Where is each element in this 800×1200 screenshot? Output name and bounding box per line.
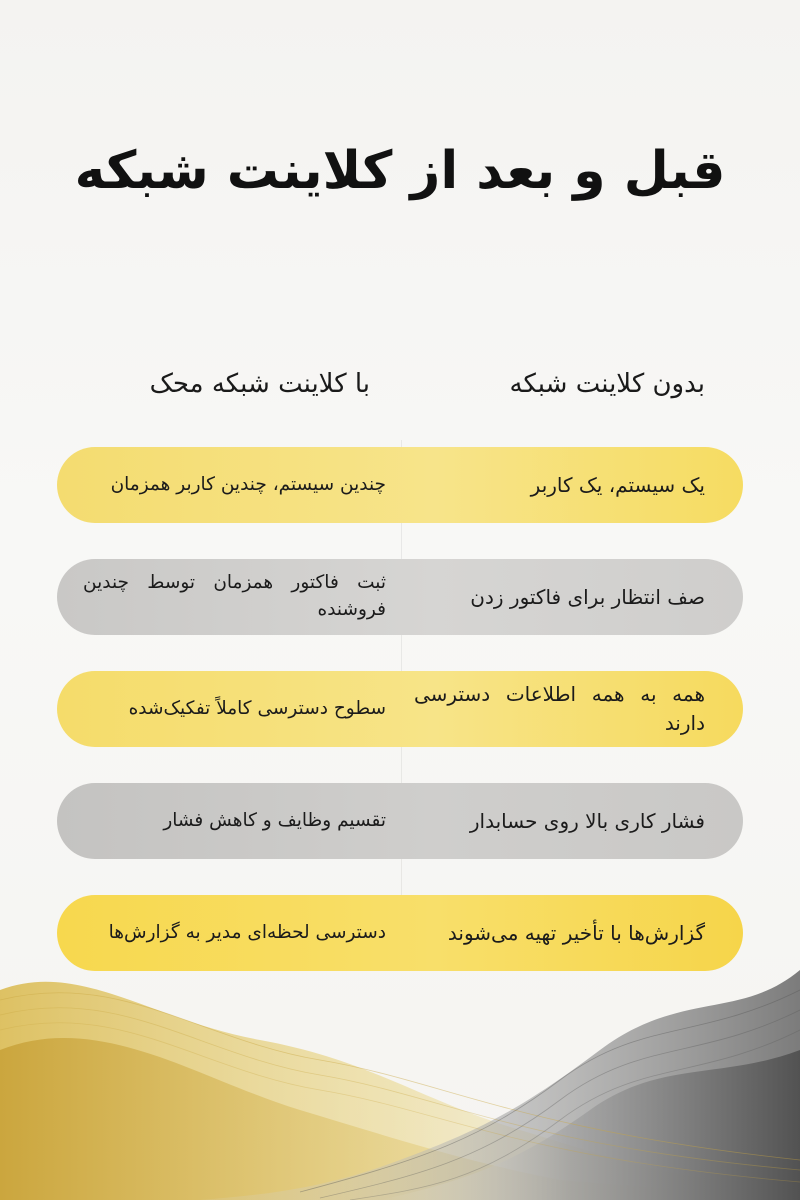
after-cell: سطوح دسترسی کاملاً تفکیک‌شده [128, 697, 386, 719]
after-cell: چندین سیستم، چندین کاربر همزمان [110, 473, 386, 495]
comparison-row [57, 559, 743, 635]
page-title: قبل و بعد از کلاینت شبکه [74, 141, 726, 201]
decorative-waves [0, 930, 800, 1200]
before-cell: یک سیستم، یک کاربر [530, 472, 705, 497]
after-cell: دسترسی لحظه‌ای مدیر به گزارش‌ها [108, 921, 386, 943]
column-header-before: بدون کلاینت شبکه [509, 369, 705, 399]
after-cell: تقسیم وظایف و کاهش فشار [163, 809, 386, 831]
after-cell: ثبت فاکتور همزمان توسط چندین فروشنده [83, 572, 386, 620]
comparison-row [57, 783, 743, 859]
column-header-after: با کلاینت شبکه محک [149, 369, 370, 399]
before-cell: فشار کاری بالا روی حسابدار [469, 808, 705, 833]
comparison-row [57, 671, 743, 747]
before-cell: گزارش‌ها با تأخیر تهیه می‌شوند [447, 920, 705, 945]
before-cell: همه به همه اطلاعات دسترسی دارند [414, 682, 705, 735]
before-cell: صف انتظار برای فاکتور زدن [470, 584, 705, 609]
comparison-row [57, 447, 743, 523]
